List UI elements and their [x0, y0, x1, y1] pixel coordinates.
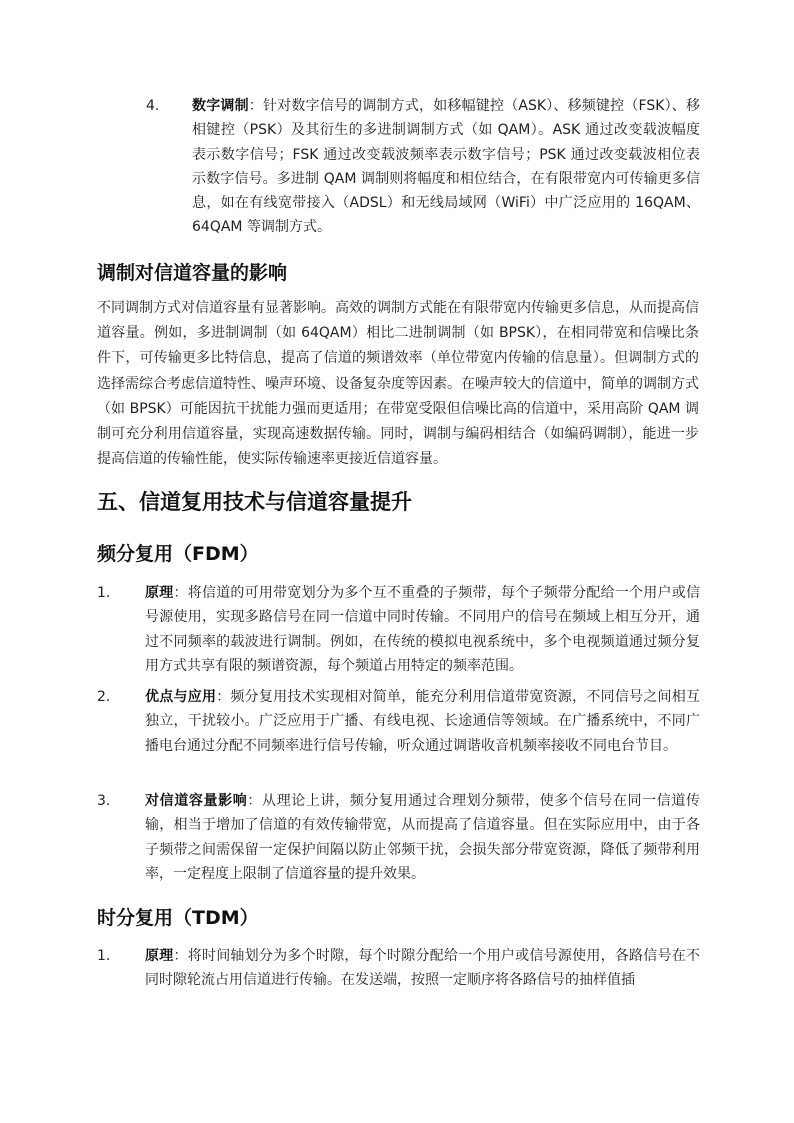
list-item-term: 原理	[145, 948, 174, 964]
list-item-description: ：从理论上讲，频分复用通过合理划分频带，使多个信号在同一信道传输，相当于增加了信道的有效传输带宽，从而提高了信道容量。但在实际应用中，由于各子频带之间需保留一定保护间隔以防止邻频干扰，会损失部分带宽资源，降低了频带利用率，一定程度上限制了信道容量的提升效果。	[145, 793, 701, 882]
list-item-text	[145, 789, 700, 886]
list-item-number: 2.	[97, 689, 111, 705]
list-item-description: ：频分复用技术实现相对简单，能充分利用信道带宽资源，不同信号之间相互独立，干扰较小。广泛应用于广播、有线电视、长途通信等领域。在广播系统中，不同广播电台通过分配不同频率进行信号传输，听众通过调谐收音机频率接收不同电台节目。	[145, 689, 701, 754]
section-paragraph: 不同调制方式对信道容量有显著影响。高效的调制方式能在有限带宽内传输更多信息，从而提高信道容量。例如，多进制调制（如 64QAM）相比二进制调制（如 BPSK），在相同带宽和信噪比条件下，可传输更多比特信息，提高了信道的频谱效率（单位带宽内传输的信息量）。但调制方式的选择需综合考虑信道特性、噪声环境、设备复杂度等因素。在噪声较大的信道中，简单的调制方式（如 BPSK）可能因抗干扰能力强而更适用；在带宽受限但信噪比高的信道中，采用高阶 QAM 调制可充分利用信道容量，实现高速数据传输。同时，调制与编码相结合（如编码调制），能进一步提高信道的传输性能，使实际传输速率更接近信道容量。	[97, 300, 699, 468]
list-item-text	[145, 944, 700, 993]
list-item-number: 1.	[97, 948, 111, 964]
list-item-number: 1.	[97, 585, 111, 601]
list-item-term: 数字调制	[192, 98, 249, 114]
list-item-number: 4.	[146, 98, 160, 114]
list-item-number: 3.	[97, 793, 111, 809]
section-heading-fdm: 频分复用（FDM）	[97, 543, 259, 565]
list-item-description: ：将信道的可用带宽划分为多个互不重叠的子频带，每个子频带分配给一个用户或信号源使用，实现多路信号在同一信道中同时传输。不同用户的信号在频域上相互分开，通过不同频率的载波进行调制。例如，在传统的模拟电视系统中，多个电视频道通过频分复用方式共享有限的频谱资源，每个频道占用特定的频率范围。	[145, 585, 701, 674]
list-item-term: 原理	[145, 585, 174, 601]
list-item-text	[192, 94, 700, 240]
chapter-heading: 五、信道复用技术与信道容量提升	[97, 490, 412, 514]
list-item-description: ：针对数字信号的调制方式，如移幅键控（ASK）、移频键控（FSK）、移相键控（PSK）及其衍生的多进制调制方式（如 QAM）。ASK 通过改变载波幅度表示数字信号；FSK 通过改变载波频率表示数字信号；PSK 通过改变载波相位表示数字信号。多进制 QAM 调制则将幅度和相位结合，在有限带宽内可传输更多信息，如在有线宽带接入（ADSL）和无线局域网（WiFi）中广泛应用的 16QAM、64QAM 等调制方式。	[192, 98, 700, 236]
list-item-term: 优点与应用	[145, 689, 217, 705]
list-item-text	[145, 581, 700, 678]
list-item-term: 对信道容量影响	[145, 793, 248, 809]
section-heading-tdm: 时分复用（TDM）	[97, 907, 259, 929]
section-heading: 调制对信道容量的影响	[97, 262, 288, 284]
list-item-description: ：将时间轴划分为多个时隙，每个时隙分配给一个用户或信号源使用，各路信号在不同时隙轮流占用信道进行传输。在发送端，按照一定顺序将各路信号的抽样值插	[145, 948, 701, 989]
list-item-text	[145, 685, 700, 758]
